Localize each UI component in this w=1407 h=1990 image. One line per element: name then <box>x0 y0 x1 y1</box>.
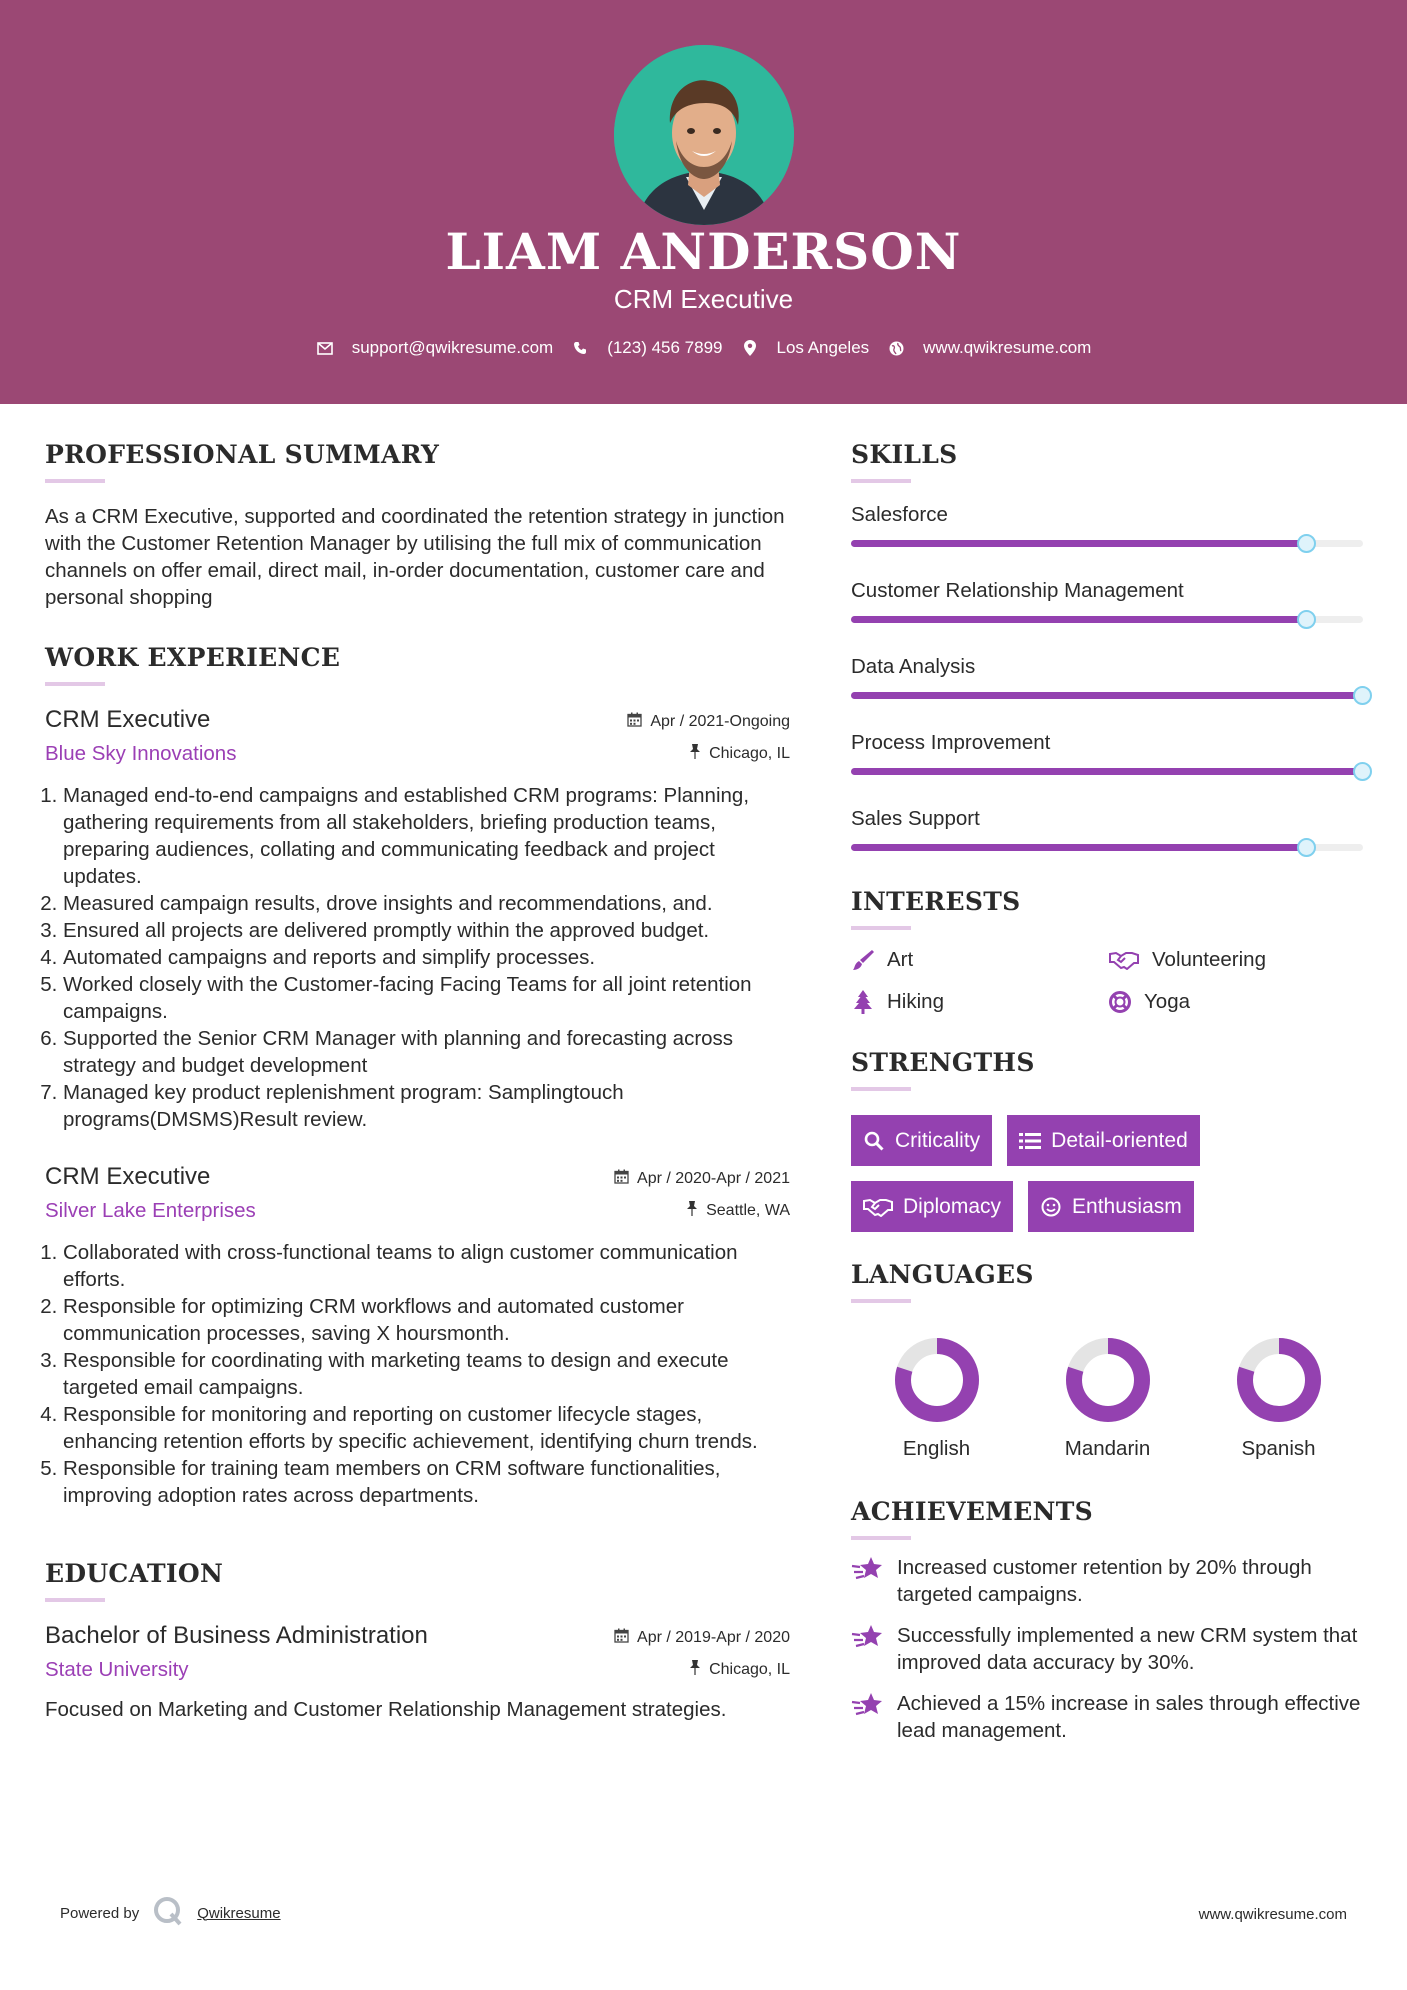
section-rule <box>45 1598 105 1602</box>
map-pin-icon <box>741 339 759 357</box>
list-icon <box>1019 1130 1041 1152</box>
job-entry <box>45 1163 790 1509</box>
strengths-section <box>851 1048 1366 1232</box>
summary-text: As a CRM Executive, supported and coordinated the retention strategy in junction with the Customer Retention Manager by utilising the full mix of communication channels on offer email, direct mail, in-order documentation, customer care and personal shopping <box>45 505 785 609</box>
language-name: Mandarin <box>1064 1437 1151 1460</box>
job-entry <box>45 706 790 1133</box>
duty-item: 3. Responsible for coordinating with marketing teams to design and execute targeted email campaigns. <box>63 1347 790 1401</box>
strength-tag <box>851 1115 992 1166</box>
calendar-icon <box>614 1628 629 1648</box>
interest-label: Yoga <box>1144 990 1190 1013</box>
skill-bar-knob <box>1353 762 1372 781</box>
duty-item: 6. Supported the Senior CRM Manager with planning and forecasting across strategy and budget development <box>63 1025 790 1079</box>
job-duties <box>45 1239 790 1509</box>
section-rule <box>45 479 105 483</box>
strength-label: Criticality <box>895 1128 981 1152</box>
education-date-text: Apr / 2019-Apr / 2020 <box>637 1629 790 1646</box>
duty-item: 7. Managed key product replenishment program: Samplingtouch programs(DMSMS)Result review. <box>63 1079 790 1133</box>
contact-website-text: www.qwikresume.com <box>923 338 1092 357</box>
strengths-heading: STRENGTHS <box>851 1048 1035 1077</box>
section-rule <box>851 926 911 930</box>
education-entry <box>45 1622 790 1723</box>
interests-heading: INTERESTS <box>851 887 1021 916</box>
job-company: Blue Sky Innovations <box>45 742 237 765</box>
strength-tag <box>1028 1181 1194 1232</box>
skill-bar-knob <box>1297 534 1316 553</box>
job-title: CRM Executive <box>45 706 211 733</box>
education-text: Focused on Marketing and Customer Relationship Management strategies. <box>45 1698 727 1721</box>
job-title: CRM Executive <box>45 1163 211 1190</box>
skill-bar-fill <box>851 692 1363 699</box>
strength-tag <box>851 1181 1013 1232</box>
skill-item <box>851 731 1366 807</box>
skill-bar <box>851 616 1363 623</box>
qwikresume-link[interactable]: Qwikresume <box>197 1904 281 1922</box>
strengths-list <box>851 1115 1271 1232</box>
job-date-text: Apr / 2021-Ongoing <box>650 713 790 730</box>
phone-icon <box>571 339 589 357</box>
pushpin-icon <box>689 744 701 764</box>
job-location <box>689 744 790 764</box>
skill-bar <box>851 540 1363 547</box>
job-date-text: Apr / 2020-Apr / 2021 <box>637 1170 790 1187</box>
duty-item: 2. Measured campaign results, drove insights and recommendations, and. <box>63 890 790 917</box>
skills-section <box>851 440 1366 857</box>
achievement-item <box>851 1554 1366 1608</box>
skill-bar-knob <box>1353 686 1372 705</box>
left-column <box>45 440 790 1723</box>
education-date <box>614 1628 790 1648</box>
candidate-name: LIAM ANDERSON <box>445 222 962 281</box>
skill-name: Customer Relationship Management <box>851 579 1184 602</box>
job-date <box>614 1169 790 1189</box>
contact-phone[interactable] <box>571 338 722 358</box>
skill-bar <box>851 692 1363 699</box>
job-location <box>686 1201 790 1221</box>
smile-icon <box>1040 1196 1062 1218</box>
interest-item <box>1108 990 1365 1014</box>
contact-phone-text: (123) 456 7899 <box>607 338 723 357</box>
section-rule <box>45 682 105 686</box>
contact-email[interactable] <box>316 338 554 358</box>
achievements-section <box>851 1497 1366 1744</box>
duty-item: 4. Automated campaigns and reports and simplify processes. <box>63 944 790 971</box>
achievements-list <box>851 1554 1366 1744</box>
contact-location <box>741 338 870 358</box>
duty-item: 4. Responsible for monitoring and reporting on customer lifecycle stages, enhancing retention efforts by specific achievement, identifying churn trends. <box>63 1401 790 1455</box>
experience-section <box>45 643 790 1509</box>
calendar-icon <box>627 712 642 732</box>
skill-bar-knob <box>1297 838 1316 857</box>
skill-item <box>851 807 1366 857</box>
job-company: Silver Lake Enterprises <box>45 1199 256 1222</box>
language-donut <box>894 1337 980 1423</box>
skill-bar <box>851 844 1363 851</box>
interest-item <box>851 990 1108 1014</box>
achievement-text: Achieved a 15% increase in sales through effective lead management. <box>897 1692 1361 1742</box>
contact-bar <box>0 338 1407 358</box>
skill-item <box>851 579 1366 655</box>
skill-bar-fill <box>851 540 1307 547</box>
language-name: English <box>902 1437 971 1460</box>
skill-bar-fill <box>851 616 1307 623</box>
duty-item: 1. Managed end-to-end campaigns and established CRM programs: Planning, gathering requirements from all stakeholders, briefing production teams, preparing audiences, collating and communicating feedback and project updates. <box>63 782 790 890</box>
experience-heading: WORK EXPERIENCE <box>45 643 341 672</box>
language-item <box>1022 1337 1193 1461</box>
footer-powered-by <box>60 1896 281 1930</box>
interest-label: Volunteering <box>1152 948 1266 971</box>
education-location <box>689 1660 790 1680</box>
strength-label: Diplomacy <box>903 1194 1002 1218</box>
languages-heading: LANGUAGES <box>851 1260 1034 1289</box>
shooting-star-icon <box>851 1622 883 1654</box>
interest-item <box>851 948 1108 972</box>
life-ring-icon <box>1108 990 1132 1014</box>
calendar-icon <box>614 1169 629 1189</box>
contact-location-text: Los Angeles <box>776 338 870 357</box>
duty-item: 3. Ensured all projects are delivered promptly within the approved budget. <box>63 917 790 944</box>
languages-list <box>851 1337 1366 1461</box>
interests-section <box>851 887 1366 1014</box>
section-rule <box>851 1536 911 1540</box>
education-section <box>45 1559 790 1723</box>
section-rule <box>851 1087 911 1091</box>
job-location-text: Chicago, IL <box>709 745 790 762</box>
pushpin-icon <box>689 1660 701 1680</box>
job-date <box>627 712 790 732</box>
achievement-text: Successfully implemented a new CRM system that improved data accuracy by 30%. <box>897 1624 1358 1674</box>
language-item <box>851 1337 1022 1461</box>
qwikresume-logo-icon <box>153 1896 183 1930</box>
skills-heading: SKILLS <box>851 440 958 469</box>
globe-icon <box>887 339 905 357</box>
resume-header <box>0 0 1407 404</box>
shooting-star-icon <box>851 1690 883 1722</box>
skill-bar-fill <box>851 768 1363 775</box>
skill-bar-fill <box>851 844 1307 851</box>
language-donut <box>1065 1337 1151 1423</box>
duty-item: 1. Collaborated with cross-functional teams to align customer communication efforts. <box>63 1239 790 1293</box>
tree-icon <box>851 990 875 1014</box>
summary-heading: PROFESSIONAL SUMMARY <box>45 440 440 469</box>
interest-label: Hiking <box>887 990 944 1013</box>
powered-by-text: Powered by <box>60 1904 140 1922</box>
section-rule <box>851 1299 911 1303</box>
education-heading: EDUCATION <box>45 1559 224 1588</box>
envelope-icon <box>316 339 334 357</box>
footer-website[interactable]: www.qwikresume.com <box>1198 1906 1347 1923</box>
skill-bar <box>851 768 1363 775</box>
section-rule <box>851 479 911 483</box>
language-donut <box>1236 1337 1322 1423</box>
job-duties <box>45 782 790 1133</box>
skill-item <box>851 655 1366 731</box>
skill-name: Salesforce <box>851 503 948 526</box>
achievements-heading: ACHIEVEMENTS <box>851 1497 1093 1526</box>
job-header <box>45 1163 790 1233</box>
paint-brush-icon <box>851 948 875 972</box>
skill-name: Data Analysis <box>851 655 976 678</box>
contact-email-text: support@qwikresume.com <box>351 338 554 357</box>
education-header <box>45 1622 790 1692</box>
achievement-text: Increased customer retention by 20% through targeted campaigns. <box>897 1556 1312 1606</box>
job-location-text: Seattle, WA <box>706 1202 790 1219</box>
candidate-role: CRM Executive <box>613 284 794 314</box>
job-header <box>45 706 790 776</box>
duty-item: 5. Responsible for training team members on CRM software functionalities, improving adoption rates across departments. <box>63 1455 790 1509</box>
strength-tag <box>1007 1115 1200 1166</box>
strength-label: Enthusiasm <box>1072 1194 1182 1218</box>
profile-photo <box>614 45 794 225</box>
interests-list <box>851 948 1366 1014</box>
handshake-icon <box>863 1196 893 1218</box>
pushpin-icon <box>686 1201 698 1221</box>
school-name: State University <box>45 1658 189 1681</box>
education-location-text: Chicago, IL <box>709 1661 790 1678</box>
handshake-icon <box>1108 948 1140 972</box>
language-name: Spanish <box>1241 1437 1316 1460</box>
skill-name: Sales Support <box>851 807 980 830</box>
right-column <box>851 440 1366 1744</box>
interest-label: Art <box>887 948 914 971</box>
duty-item: 5. Worked closely with the Customer-facing Facing Teams for all joint retention campaigns. <box>63 971 790 1025</box>
strength-label: Detail-oriented <box>1051 1128 1188 1152</box>
interest-item <box>1108 948 1365 972</box>
skills-list <box>851 503 1366 857</box>
language-item <box>1193 1337 1364 1461</box>
degree-title: Bachelor of Business Administration <box>45 1622 428 1649</box>
shooting-star-icon <box>851 1554 883 1586</box>
search-icon <box>863 1130 885 1152</box>
duty-item: 2. Responsible for optimizing CRM workflows and automated customer communication processes, saving X hoursmonth. <box>63 1293 790 1347</box>
skill-item <box>851 503 1366 579</box>
languages-section <box>851 1260 1366 1461</box>
summary-section <box>45 440 790 611</box>
contact-website[interactable] <box>887 338 1091 358</box>
achievement-item <box>851 1622 1366 1676</box>
skill-bar-knob <box>1297 610 1316 629</box>
skill-name: Process Improvement <box>851 731 1051 754</box>
achievement-item <box>851 1690 1366 1744</box>
